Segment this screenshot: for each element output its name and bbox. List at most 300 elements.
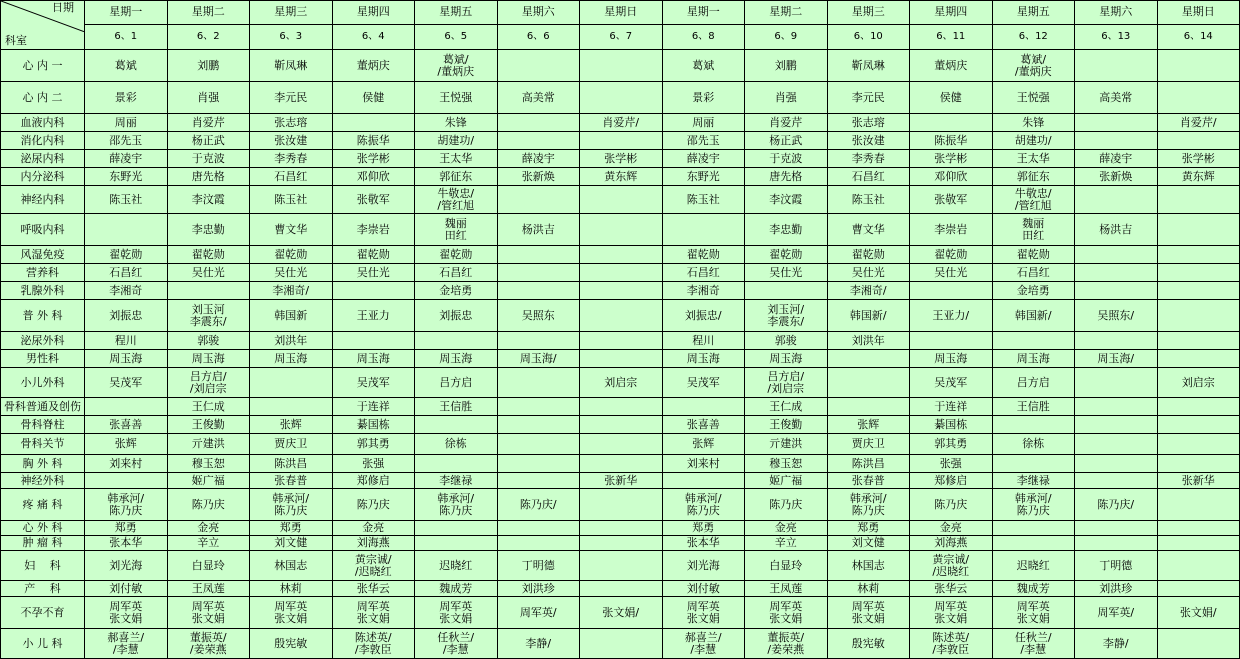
weekday-header-cell: 星期二 (745, 1, 828, 25)
schedule-cell (1157, 434, 1240, 455)
schedule-cell: 陈述英/ /李敦臣 (332, 629, 415, 659)
schedule-cell (1157, 132, 1240, 150)
schedule-cell (1075, 434, 1158, 455)
table-row (1, 350, 1240, 368)
schedule-cell: 王亚力/ (910, 300, 993, 332)
schedule-cell (332, 332, 415, 350)
schedule-cell: 刘光海 (662, 551, 745, 581)
schedule-cell: 李继禄 (415, 473, 498, 489)
department-name-cell: 产 科 (1, 581, 85, 597)
date-header-cell: 6、1 (85, 24, 168, 49)
schedule-cell: 张学彬 (910, 150, 993, 168)
schedule-cell (497, 455, 580, 473)
schedule-cell (415, 536, 498, 551)
schedule-cell (250, 368, 333, 398)
date-header-cell: 6、6 (497, 24, 580, 49)
schedule-cell: 金培勇 (415, 282, 498, 300)
department-name-cell: 神经外科 (1, 473, 85, 489)
schedule-cell: 刘洪珍 (1075, 581, 1158, 597)
department-name-cell: 呼吸内科 (1, 214, 85, 246)
date-axis-label: 日期 (52, 1, 74, 14)
schedule-cell: 周军英 张文娟 (167, 597, 250, 629)
schedule-cell (497, 186, 580, 214)
schedule-cell (497, 398, 580, 416)
table-row (1, 597, 1240, 629)
schedule-cell (580, 282, 663, 300)
schedule-cell: 于连祥 (910, 398, 993, 416)
schedule-cell: 吴仕光 (250, 264, 333, 282)
schedule-cell: 肖强 (167, 82, 250, 114)
schedule-cell: 张本华 (85, 536, 168, 551)
schedule-cell: 肖爱芹 (745, 114, 828, 132)
schedule-cell (580, 246, 663, 264)
schedule-cell (580, 214, 663, 246)
weekday-header-cell: 星期五 (992, 1, 1075, 25)
schedule-cell: 张学彬 (332, 150, 415, 168)
schedule-cell: 王太华 (992, 150, 1075, 168)
schedule-cell (1075, 473, 1158, 489)
schedule-cell: 石昌红 (85, 264, 168, 282)
department-name-cell: 疼 痛 科 (1, 489, 85, 521)
schedule-cell: 郝喜兰/ /李慧 (662, 629, 745, 659)
table-row (1, 150, 1240, 168)
schedule-cell (580, 581, 663, 597)
schedule-body (1, 50, 1240, 659)
schedule-cell (662, 398, 745, 416)
schedule-cell: 景彩 (85, 82, 168, 114)
schedule-cell: 张华云 (910, 581, 993, 597)
schedule-cell: 徐栋 (415, 434, 498, 455)
table-row (1, 214, 1240, 246)
schedule-cell: 金亮 (167, 521, 250, 536)
schedule-cell: 张辉 (827, 416, 910, 434)
schedule-cell (1157, 536, 1240, 551)
schedule-cell: 吴仕光 (745, 264, 828, 282)
schedule-cell: 王亚力 (332, 300, 415, 332)
department-name-cell: 骨科普通及创伤 (1, 398, 85, 416)
schedule-cell: 魏丽 田红 (992, 214, 1075, 246)
schedule-cell (415, 416, 498, 434)
department-name-cell: 风湿免疫 (1, 246, 85, 264)
schedule-cell: 李湘奇/ (827, 282, 910, 300)
department-name-cell: 胸 外 科 (1, 455, 85, 473)
schedule-cell: 陈玉社 (85, 186, 168, 214)
schedule-cell: 胡建功/ (415, 132, 498, 150)
schedule-cell (1157, 521, 1240, 536)
schedule-cell (1075, 536, 1158, 551)
schedule-cell (580, 629, 663, 659)
weekday-header-cell: 星期一 (85, 1, 168, 25)
table-row (1, 50, 1240, 82)
schedule-cell (1075, 132, 1158, 150)
table-row (1, 434, 1240, 455)
schedule-cell: 綦国栋 (910, 416, 993, 434)
schedule-cell: 魏成芳 (415, 581, 498, 597)
department-name-cell: 小 儿 科 (1, 629, 85, 659)
schedule-cell (497, 416, 580, 434)
date-header-cell: 6、14 (1157, 24, 1240, 49)
schedule-cell (1157, 551, 1240, 581)
schedule-cell (1157, 82, 1240, 114)
schedule-cell: 侯健 (332, 82, 415, 114)
schedule-cell: 郑修启 (332, 473, 415, 489)
schedule-cell (497, 282, 580, 300)
schedule-cell (827, 350, 910, 368)
schedule-cell: 韩承河/ 陈乃庆 (415, 489, 498, 521)
schedule-cell: 石昌红 (992, 264, 1075, 282)
department-name-cell: 肿 瘤 科 (1, 536, 85, 551)
schedule-cell: 陈洪昌 (827, 455, 910, 473)
schedule-cell (580, 350, 663, 368)
schedule-cell: 丁明德 (1075, 551, 1158, 581)
schedule-cell: 周玉海 (992, 350, 1075, 368)
schedule-cell: 郑勇 (85, 521, 168, 536)
date-header-cell: 6、8 (662, 24, 745, 49)
schedule-cell (497, 368, 580, 398)
schedule-cell: 张本华 (662, 536, 745, 551)
table-row (1, 186, 1240, 214)
schedule-cell: 周玉海 (745, 350, 828, 368)
schedule-cell: 张新焕 (1075, 168, 1158, 186)
schedule-cell: 张强 (332, 455, 415, 473)
department-name-cell: 血液内科 (1, 114, 85, 132)
schedule-cell: 陈振华 (332, 132, 415, 150)
schedule-cell: 靳凤琳 (250, 50, 333, 82)
schedule-cell: 刘来村 (662, 455, 745, 473)
table-row (1, 629, 1240, 659)
schedule-cell: 李继禄 (992, 473, 1075, 489)
schedule-cell: 韩国新/ (992, 300, 1075, 332)
schedule-cell: 翟乾勋 (167, 246, 250, 264)
schedule-cell (497, 332, 580, 350)
department-name-cell: 骨科关节 (1, 434, 85, 455)
schedule-cell: 周军英 张文娟 (332, 597, 415, 629)
schedule-cell: 杨正武 (745, 132, 828, 150)
schedule-cell: 李静/ (1075, 629, 1158, 659)
schedule-cell: 周玉海 (415, 350, 498, 368)
schedule-cell: 陈玉社 (662, 186, 745, 214)
weekday-header-cell: 星期四 (332, 1, 415, 25)
schedule-cell: 李崇岩 (910, 214, 993, 246)
schedule-cell: 于克波 (745, 150, 828, 168)
schedule-cell: 胡建功/ (992, 132, 1075, 150)
weekday-header-cell: 星期四 (910, 1, 993, 25)
schedule-cell: 陈乃庆/ (1075, 489, 1158, 521)
schedule-cell: 穆玉恕 (745, 455, 828, 473)
date-header-cell: 6、4 (332, 24, 415, 49)
schedule-cell (580, 300, 663, 332)
weekday-header-cell: 星期日 (580, 1, 663, 25)
schedule-cell: 周玉海 (332, 350, 415, 368)
schedule-cell: 陈乃庆 (167, 489, 250, 521)
schedule-cell: 曹文华 (827, 214, 910, 246)
schedule-cell: 刘启宗 (580, 368, 663, 398)
table-row (1, 581, 1240, 597)
date-header-cell: 6、3 (250, 24, 333, 49)
schedule-cell: 张汝建 (250, 132, 333, 150)
schedule-cell: 张学彬 (1157, 150, 1240, 168)
schedule-cell: 东野光 (662, 168, 745, 186)
table-row (1, 282, 1240, 300)
schedule-cell (827, 368, 910, 398)
department-name-cell: 营养科 (1, 264, 85, 282)
date-header-cell: 6、12 (992, 24, 1075, 49)
schedule-cell: 周军英/ (497, 597, 580, 629)
schedule-cell: 穆玉恕 (167, 455, 250, 473)
date-header-cell: 6、10 (827, 24, 910, 49)
schedule-cell (580, 551, 663, 581)
schedule-cell: 刘鹏 (745, 50, 828, 82)
schedule-cell: 刘玉河 李震东/ (167, 300, 250, 332)
schedule-cell: 郝喜兰/ /李慧 (85, 629, 168, 659)
schedule-cell: 吕方启 (415, 368, 498, 398)
schedule-cell: 李崇岩 (332, 214, 415, 246)
table-row (1, 416, 1240, 434)
table-row (1, 264, 1240, 282)
schedule-cell (580, 521, 663, 536)
department-name-cell: 消化内科 (1, 132, 85, 150)
schedule-cell: 刘洪年 (250, 332, 333, 350)
schedule-cell: 刘海燕 (910, 536, 993, 551)
schedule-cell: 吕方启/ /刘启宗 (167, 368, 250, 398)
schedule-cell (580, 264, 663, 282)
table-row (1, 246, 1240, 264)
schedule-cell: 白显玲 (167, 551, 250, 581)
schedule-cell: 周丽 (662, 114, 745, 132)
department-name-cell: 普 外 科 (1, 300, 85, 332)
table-row (1, 521, 1240, 536)
schedule-cell: 林国志 (827, 551, 910, 581)
department-name-cell: 内分泌科 (1, 168, 85, 186)
schedule-cell: 韩国新 (250, 300, 333, 332)
schedule-cell (497, 536, 580, 551)
schedule-cell: 金培勇 (992, 282, 1075, 300)
schedule-cell: 朱锋 (992, 114, 1075, 132)
schedule-cell: 侯健 (910, 82, 993, 114)
schedule-cell: 李元民 (827, 82, 910, 114)
schedule-cell: 翟乾勋 (745, 246, 828, 264)
schedule-cell: 牛敬忠/ /管红旭 (415, 186, 498, 214)
schedule-cell (992, 416, 1075, 434)
schedule-cell (1075, 416, 1158, 434)
schedule-cell: 周军英 张文娟 (910, 597, 993, 629)
schedule-cell: 綦国栋 (332, 416, 415, 434)
schedule-cell (992, 332, 1075, 350)
table-row (1, 473, 1240, 489)
schedule-cell: 王仁成 (745, 398, 828, 416)
table-row (1, 168, 1240, 186)
department-name-cell: 乳腺外科 (1, 282, 85, 300)
schedule-cell: 石昌红 (827, 168, 910, 186)
schedule-cell: 周军英 张文娟 (662, 597, 745, 629)
schedule-cell: 周玉海/ (497, 350, 580, 368)
schedule-cell: 郭其勇 (332, 434, 415, 455)
schedule-cell: 吴茂军 (332, 368, 415, 398)
schedule-cell (1157, 455, 1240, 473)
schedule-cell: 吕方启/ /刘启宗 (745, 368, 828, 398)
schedule-cell: 程川 (662, 332, 745, 350)
schedule-cell: 金亮 (745, 521, 828, 536)
schedule-cell: 王俊勤 (745, 416, 828, 434)
schedule-cell: 张学彬 (580, 150, 663, 168)
schedule-cell: 郑勇 (662, 521, 745, 536)
schedule-cell: 郭征东 (415, 168, 498, 186)
schedule-cell: 翟乾勋 (250, 246, 333, 264)
schedule-cell (497, 132, 580, 150)
schedule-cell: 葛斌/ /董炳庆 (992, 50, 1075, 82)
weekday-header-cell: 星期六 (1075, 1, 1158, 25)
schedule-cell (1157, 489, 1240, 521)
schedule-cell: 丁明德 (497, 551, 580, 581)
schedule-cell (580, 82, 663, 114)
schedule-cell: 陈玉社 (827, 186, 910, 214)
table-row (1, 368, 1240, 398)
schedule-cell: 姬广福 (745, 473, 828, 489)
schedule-cell: 迟晓红 (992, 551, 1075, 581)
schedule-cell: 刘文健 (827, 536, 910, 551)
schedule-cell: 靳凤琳 (827, 50, 910, 82)
schedule-cell: 张新华 (1157, 473, 1240, 489)
corner-header-cell (1, 1, 85, 50)
schedule-cell: 曹文华 (250, 214, 333, 246)
schedule-cell: 薛凌宇 (662, 150, 745, 168)
schedule-cell: 李秀春 (827, 150, 910, 168)
schedule-cell: 刘付敏 (662, 581, 745, 597)
schedule-cell: 石昌红 (415, 264, 498, 282)
schedule-cell: 张敬军 (332, 186, 415, 214)
schedule-cell: 唐先格 (745, 168, 828, 186)
schedule-cell: 邵先玉 (662, 132, 745, 150)
date-header-cell: 6、2 (167, 24, 250, 49)
schedule-cell (1075, 455, 1158, 473)
date-header-cell: 6、9 (745, 24, 828, 49)
weekday-header-cell: 星期三 (827, 1, 910, 25)
schedule-cell: 吴茂军 (910, 368, 993, 398)
schedule-cell: 王凤莲 (167, 581, 250, 597)
schedule-cell (497, 521, 580, 536)
schedule-cell: 李忠勤 (167, 214, 250, 246)
schedule-cell: 王太华 (415, 150, 498, 168)
schedule-cell (910, 114, 993, 132)
date-header-cell: 6、11 (910, 24, 993, 49)
schedule-cell: 金亮 (910, 521, 993, 536)
schedule-cell: 徐栋 (992, 434, 1075, 455)
schedule-cell: 葛斌 (662, 50, 745, 82)
schedule-cell (1157, 398, 1240, 416)
schedule-cell: 陈乃庆 (745, 489, 828, 521)
schedule-cell (497, 473, 580, 489)
weekday-header-cell: 星期一 (662, 1, 745, 25)
schedule-cell: 吴照东/ (1075, 300, 1158, 332)
schedule-cell: 贾庆卫 (250, 434, 333, 455)
schedule-cell: 张志瑢 (250, 114, 333, 132)
schedule-cell: 刘振忠 (85, 300, 168, 332)
schedule-cell: 郭其勇 (910, 434, 993, 455)
schedule-cell: 王俊勤 (167, 416, 250, 434)
schedule-cell: 石昌红 (662, 264, 745, 282)
schedule-cell (1075, 282, 1158, 300)
schedule-cell: 韩承河/ 陈乃庆 (992, 489, 1075, 521)
schedule-cell: 王信胜 (992, 398, 1075, 416)
weekday-header-cell: 星期日 (1157, 1, 1240, 25)
schedule-cell: 景彩 (662, 82, 745, 114)
schedule-cell: 李汶霞 (745, 186, 828, 214)
schedule-cell: 王悦强 (415, 82, 498, 114)
schedule-cell: 东野光 (85, 168, 168, 186)
weekday-header-row (1, 1, 1240, 25)
schedule-cell (332, 114, 415, 132)
schedule-cell: 张志瑢 (827, 114, 910, 132)
table-row (1, 332, 1240, 350)
schedule-cell: 邓仰欣 (910, 168, 993, 186)
schedule-cell: 张汝建 (827, 132, 910, 150)
schedule-cell: 周军英 张文娟 (250, 597, 333, 629)
schedule-cell: 韩承河/ 陈乃庆 (662, 489, 745, 521)
department-name-cell: 心 内 一 (1, 50, 85, 82)
date-header-cell: 6、7 (580, 24, 663, 49)
schedule-cell (580, 455, 663, 473)
schedule-cell: 程川 (85, 332, 168, 350)
schedule-cell: 薛凌宇 (85, 150, 168, 168)
schedule-cell: 葛斌 (85, 50, 168, 82)
schedule-cell: 董振英/ /姜荣燕 (745, 629, 828, 659)
schedule-cell: 郑勇 (250, 521, 333, 536)
schedule-cell: 白显玲 (745, 551, 828, 581)
schedule-cell (1075, 264, 1158, 282)
schedule-cell: 亓建洪 (167, 434, 250, 455)
schedule-cell: 石昌红 (250, 168, 333, 186)
schedule-cell (1157, 350, 1240, 368)
schedule-cell (1157, 416, 1240, 434)
department-name-cell: 泌尿内科 (1, 150, 85, 168)
schedule-cell: 张强 (910, 455, 993, 473)
schedule-cell (1157, 246, 1240, 264)
schedule-cell (910, 282, 993, 300)
schedule-cell: 李静/ (497, 629, 580, 659)
schedule-cell (1075, 332, 1158, 350)
schedule-cell: 周玉海 (910, 350, 993, 368)
schedule-cell: 吴照东 (497, 300, 580, 332)
schedule-cell (580, 416, 663, 434)
schedule-cell: 薛凌宇 (497, 150, 580, 168)
schedule-cell (497, 114, 580, 132)
schedule-cell: 周军英 张文娟 (827, 597, 910, 629)
schedule-cell: 亓建洪 (745, 434, 828, 455)
schedule-cell: 周玉海 (250, 350, 333, 368)
schedule-cell (415, 521, 498, 536)
schedule-cell: 韩国新/ (827, 300, 910, 332)
schedule-cell: 刘文健 (250, 536, 333, 551)
schedule-cell: 郭征东 (992, 168, 1075, 186)
schedule-cell (1157, 629, 1240, 659)
date-header-cell: 6、5 (415, 24, 498, 49)
schedule-cell: 李湘奇 (85, 282, 168, 300)
schedule-cell (1075, 246, 1158, 264)
schedule-cell (1157, 581, 1240, 597)
schedule-cell: 翟乾勋 (662, 246, 745, 264)
schedule-cell: 黄宗诚/ /迟晓红 (910, 551, 993, 581)
schedule-cell (580, 434, 663, 455)
schedule-cell (580, 536, 663, 551)
schedule-cell: 张文娟/ (580, 597, 663, 629)
schedule-cell: 陈述英/ /李敦臣 (910, 629, 993, 659)
schedule-cell (580, 489, 663, 521)
table-row (1, 114, 1240, 132)
weekday-header-cell: 星期三 (250, 1, 333, 25)
schedule-cell: 林莉 (250, 581, 333, 597)
schedule-cell (1075, 368, 1158, 398)
date-header-cell: 6、13 (1075, 24, 1158, 49)
